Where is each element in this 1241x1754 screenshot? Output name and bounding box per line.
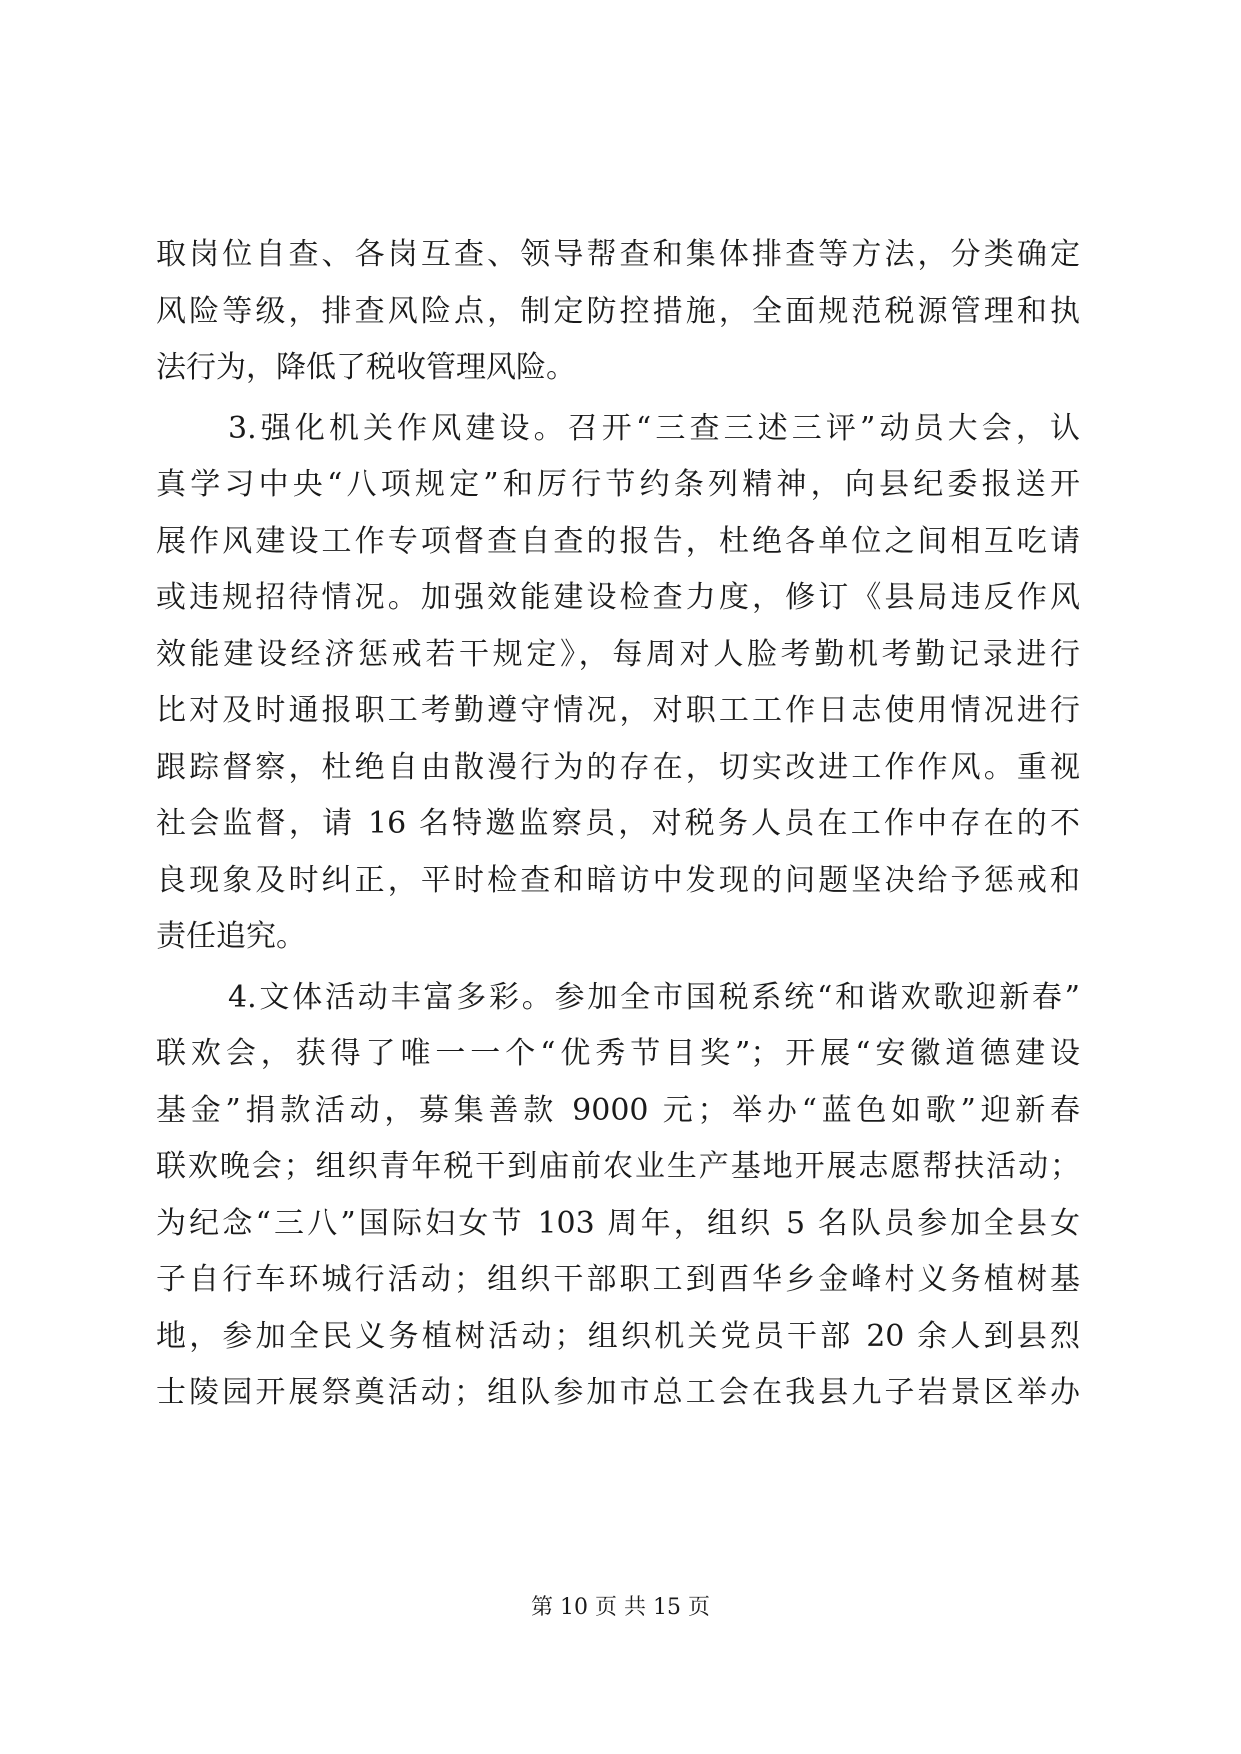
text-line: 跟踪督察，杜绝自由散漫行为的存在，切实改进工作作风。重视 — [156, 749, 1080, 785]
text-line: 比对及时通报职工考勤遵守情况，对职工工作日志使用情况进行 — [156, 693, 1080, 728]
paragraph-heading-4: 4.文体活动丰富多彩。参加全市国税系统“和谐欢歌迎新春” — [228, 979, 1080, 1015]
text-line: 责任追究。 — [156, 919, 306, 954]
text-line: 联欢会，获得了唯一一个“优秀节目奖”；开展“安徽道德建设 — [156, 1036, 1080, 1071]
text-line: 展作风建设工作专项督查自查的报告，杜绝各单位之间相互吃请 — [156, 523, 1080, 559]
text-line: 地，参加全民义务植树活动；组织机关党员干部 20 余人到县烈 — [156, 1318, 1080, 1354]
body-text — [156, 227, 1080, 1422]
text-line: 社会监督，请 16 名特邀监察员，对税务人员在工作中存在的不 — [156, 806, 1080, 841]
text-line: 为纪念“三八”国际妇女节 103 周年，组织 5 名队员参加全县女 — [156, 1205, 1080, 1241]
text-line: 良现象及时纠正，平时检查和暗访中发现的问题坚决给予惩戒和 — [156, 862, 1080, 898]
page-number-footer: 第 10 页 共 15 页 — [531, 1595, 710, 1620]
text-line: 子自行车环城行活动；组织干部职工到酉华乡金峰村义务植树基 — [156, 1262, 1080, 1297]
text-line: 联欢晚会；组织青年税干到庙前农业生产基地开展志愿帮扶活动； — [156, 1149, 1080, 1184]
text-line: 法行为，降低了税收管理风险。 — [156, 350, 576, 385]
text-line: 风险等级，排查风险点，制定防控措施，全面规范税源管理和执 — [156, 293, 1080, 329]
text-line: 取岗位自查、各岗互查、领导帮查和集体排查等方法，分类确定 — [156, 237, 1080, 272]
text-line: 或违规招待情况。加强效能建设检查力度，修订《县局违反作风 — [156, 580, 1080, 615]
text-line: 真学习中央“八项规定”和厉行节约条列精神，向县纪委报送开 — [156, 467, 1080, 502]
text-line: 效能建设经济惩戒若干规定》，每周对人脸考勤机考勤记录进行 — [156, 636, 1080, 672]
paragraph-heading-3: 3.强化机关作风建设。召开“三查三述三评”动员大会，认 — [228, 410, 1080, 446]
text-line: 士陵园开展祭奠活动；组队参加市总工会在我县九子岩景区举办 — [156, 1375, 1080, 1410]
text-line: 基金”捐款活动，募集善款 9000 元；举办“蓝色如歌”迎新春 — [156, 1092, 1080, 1128]
